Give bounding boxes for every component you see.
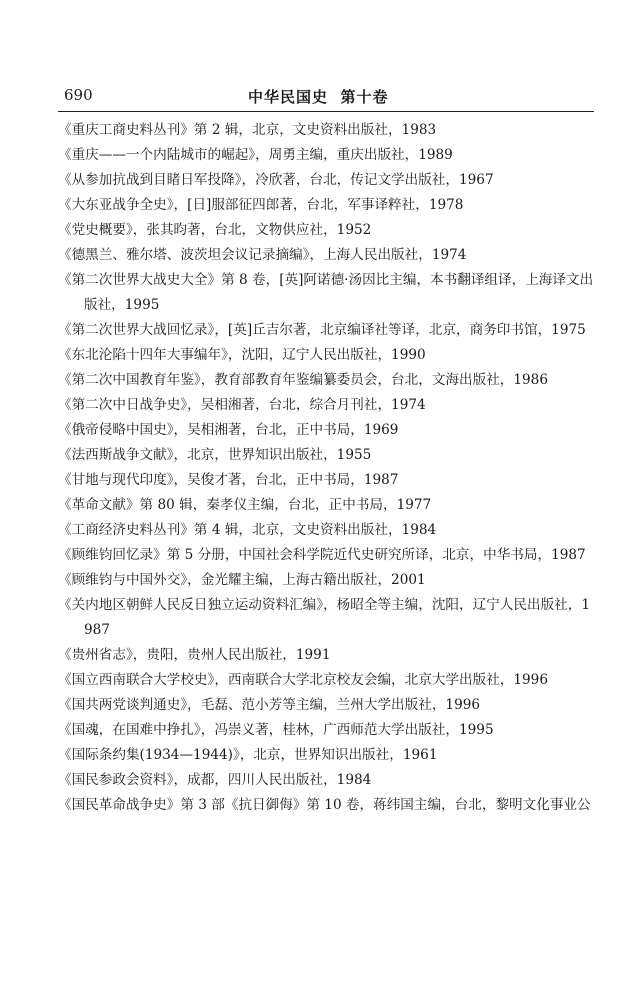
- bibliography-entry: 《贵州省志》，贵阳，贵州人民出版社，1991: [58, 647, 331, 663]
- bibliography-entry: 《国际条约集(1934—1944)》，北京，世界知识出版社，1961: [58, 747, 438, 763]
- bibliography-entry: 《法西斯战争文献》，北京，世界知识出版社，1955: [58, 447, 372, 463]
- running-title: 中华民国史 第十卷: [248, 88, 389, 106]
- page-number: 690: [64, 86, 93, 104]
- bibliography-entry: 《顾维钧回忆录》第 5 分册，中国社会科学院近代史研究所译，北京，中华书局，1987: [58, 547, 586, 563]
- bibliography-entry: 《顾维钧与中国外交》，金光耀主编，上海古籍出版社，2001: [58, 572, 426, 588]
- bibliography-entry: 《第二次中国教育年鉴》，教育部教育年鉴编纂委员会，台北，文海出版社，1986: [58, 372, 548, 388]
- bibliography-entry: 《国民参政会资料》，成都，四川人民出版社，1984: [58, 772, 372, 788]
- bibliography-entry: 《第二次世界大战回忆录》，[英]丘吉尔著，北京编译社等译，北京，商务印书馆，1975: [58, 322, 586, 338]
- bibliography-entry: 《第二次世界大战史大全》第 8 卷，[英]阿诺德·汤因比主编，本书翻译组译，上海译文出版社，1995: [58, 272, 594, 313]
- bibliography-entry: 《关内地区朝鲜人民反日独立运动资料汇编》，杨昭全等主编，沈阳，辽宁人民出版社，1987: [58, 597, 591, 638]
- bibliography-entry: 《德黑兰、雅尔塔、波茨坦会议记录摘编》，上海人民出版社，1974: [58, 247, 467, 263]
- bibliography-entry: 《国立西南联合大学校史》，西南联合大学北京校友会编，北京大学出版社，1996: [58, 672, 548, 688]
- bibliography-entry: 《工商经济史料丛刊》第 4 辑，北京，文史资料出版社，1984: [58, 522, 437, 538]
- bibliography-entry: 《国魂，在国难中挣扎》，冯崇义著，桂林，广西师范大学出版社，1995: [58, 722, 494, 738]
- bibliography-entry: 《从参加抗战到目睹日军投降》，冷欣著，台北，传记文学出版社，1967: [58, 172, 494, 188]
- bibliography-entry: 《甘地与现代印度》，吴俊才著，台北，正中书局，1987: [58, 472, 399, 488]
- bibliography-entry: 《国民革命战争史》第 3 部《抗日御侮》第 10 卷，蒋纬国主编，台北，黎明文化事业公: [58, 797, 591, 813]
- bibliography-entry: 《重庆工商史料丛刊》第 2 辑，北京，文史资料出版社，1983: [58, 122, 437, 138]
- bibliography-entry: 《革命文献》第 80 辑，秦孝仪主编，台北，正中书局，1977: [58, 497, 432, 513]
- header-rule: [58, 111, 594, 112]
- bibliography-entry: 《大东亚战争全史》，[日]服部征四郎著，台北，军事译粹社，1978: [58, 197, 464, 213]
- bibliography-entry: 《俄帝侵略中国史》，吴相湘著，台北，正中书局，1969: [58, 422, 399, 438]
- bibliography-entry: 《党史概要》，张其昀著，台北，文物供应社，1952: [58, 222, 372, 238]
- bibliography-list: [58, 118, 598, 818]
- bibliography-entry: 《第二次中日战争史》，吴相湘著，台北，综合月刊社，1974: [58, 397, 426, 413]
- page-header: [58, 86, 588, 108]
- bibliography-entry: 《东北沦陷十四年大事编年》，沈阳，辽宁人民出版社，1990: [58, 347, 426, 363]
- bibliography-entry: 《国共两党谈判通史》，毛磊、范小芳等主编，兰州大学出版社，1996: [58, 697, 481, 713]
- bibliography-entry: 《重庆——一个内陆城市的崛起》，周勇主编，重庆出版社，1989: [58, 147, 453, 163]
